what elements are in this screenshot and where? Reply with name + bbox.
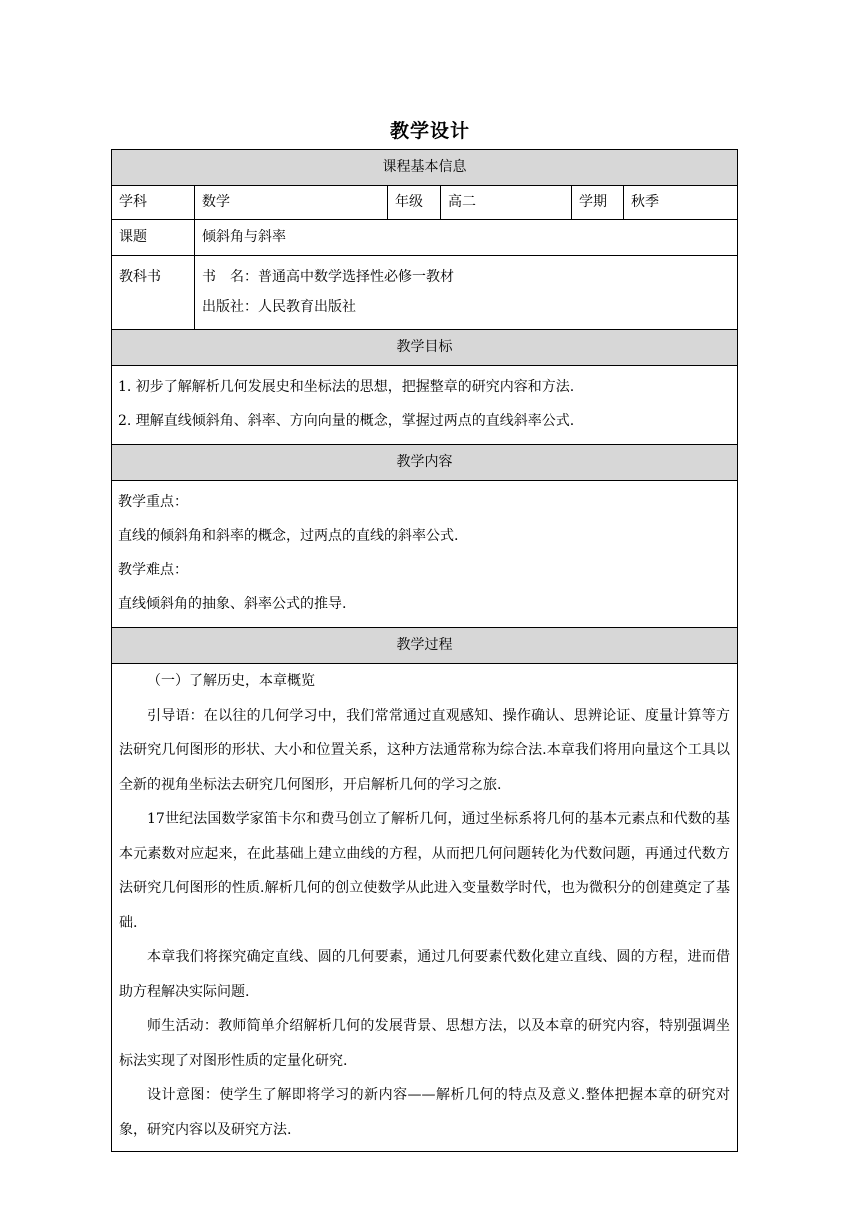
subject-label: 学科 bbox=[112, 186, 195, 219]
topic-value: 倾斜角与斜率 bbox=[202, 229, 286, 245]
process-paragraph: 设计意图：使学生了解即将学习的新内容——解析几何的特点及意义.整体把握本章的研究对象，研究内容以及研究方法. bbox=[119, 1087, 730, 1138]
lesson-plan-table bbox=[111, 149, 738, 1152]
book-name-line: 书 名：普通高中数学选择性必修一教材 bbox=[202, 269, 454, 285]
process-paragraph: 17世纪法国数学家笛卡尔和费马创立了解析几何，通过坐标系将几何的基本元素点和代数的基本元素数对应起来，在此基础上建立曲线的方程，从而把几何问题转化为代数问题，再通过代数方法研究几何图形的性质.解析几何的创立使数学从此进入变量数学时代，也为微积分的创建奠定了基础. bbox=[119, 811, 730, 931]
publisher-line: 出版社：人民教育出版社 bbox=[202, 299, 356, 315]
process-paragraph: 引导语：在以往的几何学习中，我们常常通过直观感知、操作确认、思辨论证、度量计算等方法研究几何图形的形状、大小和位置关系，这种方法通常称为综合法.本章我们将用向量这个工具以全新的视角坐标法去研究几何图形，开启解析几何的学习之旅. bbox=[119, 707, 730, 793]
topic-row bbox=[112, 220, 737, 256]
process-header: 教学过程 bbox=[112, 628, 737, 664]
objective-item: 2. 理解直线倾斜角、斜率、方向向量的概念，掌握过两点的直线斜率公式. bbox=[118, 413, 575, 429]
process-paragraph: （一）了解历史，本章概览 bbox=[147, 673, 315, 689]
grade-value: 高二 bbox=[441, 186, 572, 219]
textbook-label: 教科书 bbox=[112, 256, 195, 329]
textbook-row bbox=[112, 256, 737, 330]
key-points-text: 直线的倾斜角和斜率的概念，过两点的直线的斜率公式. bbox=[118, 528, 459, 544]
process-paragraph: 本章我们将探究确定直线、圆的几何要素，通过几何要素代数化建立直线、圆的方程，进而借助方程解决实际问题. bbox=[119, 949, 730, 1000]
term-label: 学期 bbox=[572, 186, 624, 219]
basic-info-header: 课程基本信息 bbox=[112, 150, 737, 186]
info-row bbox=[112, 186, 737, 220]
process-paragraph: 师生活动：教师简单介绍解析几何的发展背景、思想方法，以及本章的研究内容，特别强调坐标法实现了对图形性质的定量化研究. bbox=[119, 1018, 730, 1069]
difficulty-text: 直线倾斜角的抽象、斜率公式的推导. bbox=[118, 596, 347, 612]
document-title: 教学设计 bbox=[389, 120, 470, 142]
objectives-header: 教学目标 bbox=[112, 330, 737, 366]
term-value: 秋季 bbox=[631, 194, 659, 210]
subject-value: 数学 bbox=[195, 186, 388, 219]
content-header: 教学内容 bbox=[112, 445, 737, 481]
difficulty-label: 教学难点： bbox=[118, 562, 188, 578]
topic-label: 课题 bbox=[112, 220, 195, 255]
objective-item: 1. 初步了解解析几何发展史和坐标法的思想，把握整章的研究内容和方法. bbox=[118, 379, 575, 395]
grade-label: 年级 bbox=[388, 186, 441, 219]
content-block bbox=[112, 481, 737, 628]
key-points-label: 教学重点： bbox=[118, 494, 188, 510]
objectives-block bbox=[112, 366, 737, 445]
process-block bbox=[112, 664, 737, 1151]
textbook-value bbox=[195, 256, 737, 329]
